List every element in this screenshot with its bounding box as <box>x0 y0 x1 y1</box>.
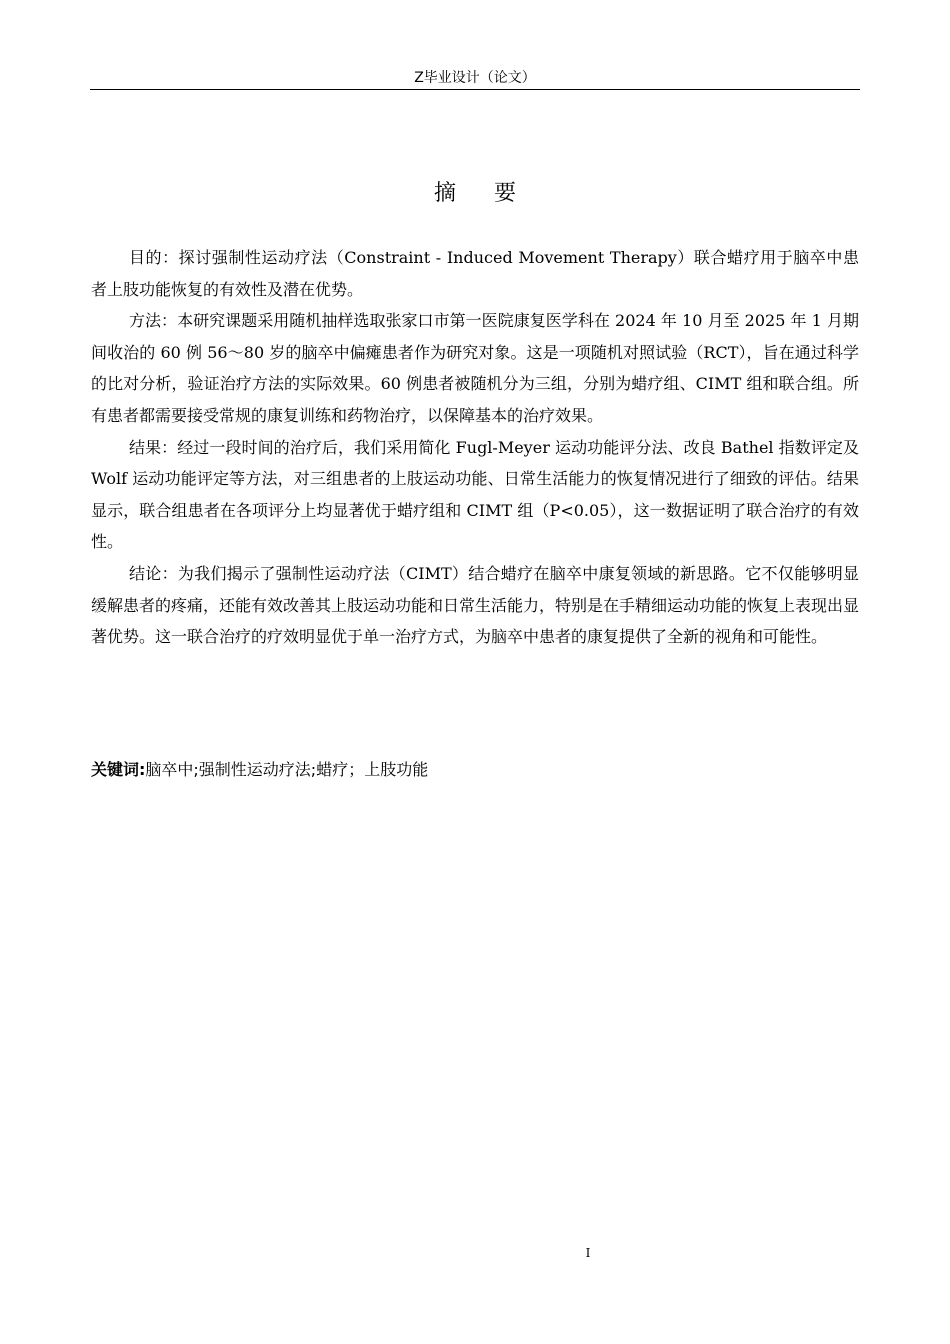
abstract-paragraph-results: 结果：经过一段时间的治疗后，我们采用简化 Fugl-Meyer 运动功能评分法、改良 Bathel 指数评定及 Wolf 运动功能评定等方法，对三组患者的上肢运动功能、日常生活能力的恢复情况进行了细致的评估。结果显示，联合组患者在各项评分上均显著优于蜡疗组和 CIMT 组（P<0.05），这一数据证明了联合治疗的有效性。 <box>91 437 859 552</box>
abstract-paragraph-conclusion: 结论：为我们揭示了强制性运动疗法（CIMT）结合蜡疗在脑卒中康复领域的新思路。它不仅能够明显缓解患者的疼痛，还能有效改善其上肢运动功能和日常生活能力，特别是在手精细运动功能的恢复上表现出显著优势。这一联合治疗的疗效明显优于单一治疗方式，为脑卒中患者的康复提供了全新的视角和可能性。 <box>91 563 860 647</box>
running-header: Z毕业设计（论文） <box>414 70 536 86</box>
keywords-value: 脑卒中;强制性运动疗法;蜡疗；上肢功能 <box>145 760 429 779</box>
keywords-line <box>91 756 859 784</box>
header-rule <box>90 89 860 90</box>
abstract-paragraph-objective: 目的：探讨强制性运动疗法（Constraint - Induced Movement Therapy）联合蜡疗用于脑卒中患者上肢功能恢复的有效性及潜在优势。 <box>91 248 859 299</box>
keywords-label: 关键词: <box>91 760 146 779</box>
abstract-title: 摘要 <box>433 181 554 206</box>
abstract-body <box>91 242 859 653</box>
abstract-paragraph-methods: 方法：本研究课题采用随机抽样选取张家口市第一医院康复医学科在 2024 年 10 月至 2025 年 1 月期间收治的 60 例 56～80 岁的脑卒中偏瘫患者作为研究对象。这是一项随机对照试验（RCT），旨在通过科学的比对分析，验证治疗方法的实际效果。60 例患者被随机分为三组，分别为蜡疗组、CIMT 组和联合组。所有患者都需要接受常规的康复训练和药物治疗，以保障基本的治疗效果。 <box>91 311 859 425</box>
page-number: I <box>585 1246 591 1260</box>
